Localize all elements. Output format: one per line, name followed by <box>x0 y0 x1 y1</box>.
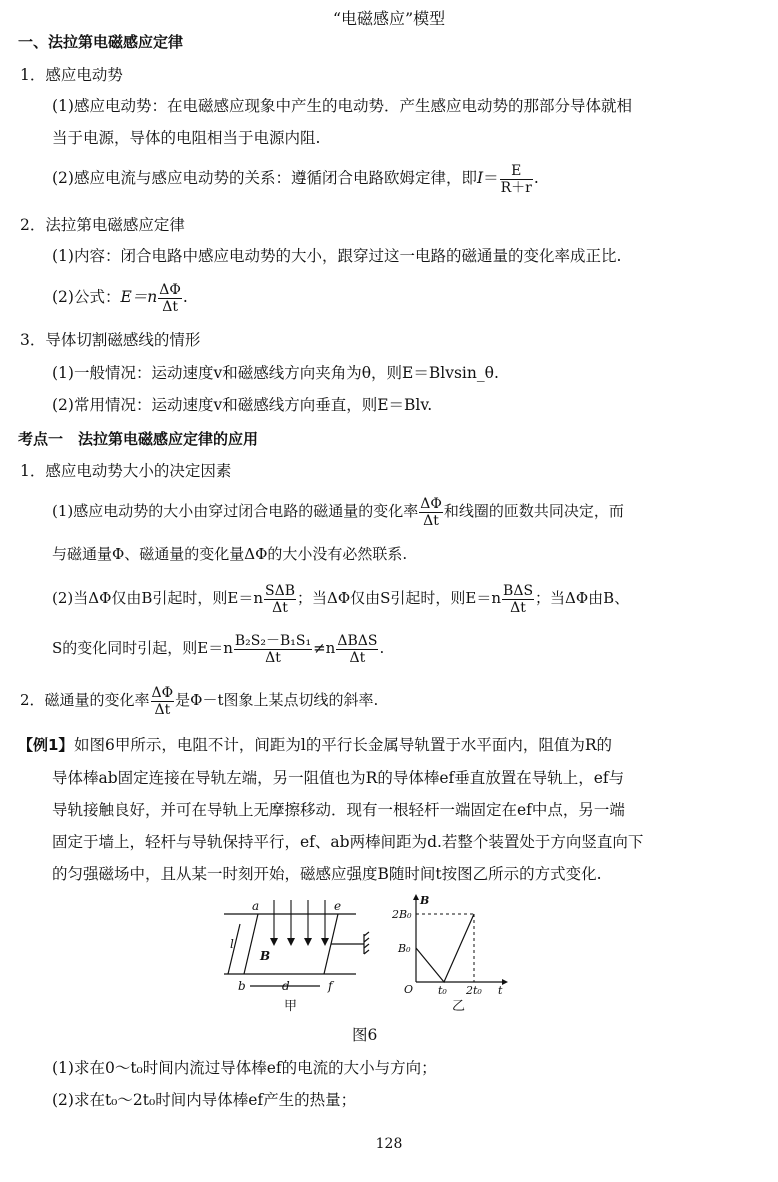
section-heading-1: 一、法拉第电磁感应定律 <box>18 33 184 51</box>
example-line: 如图6甲所示，电阻不计，间距为l的平行长金属导轨置于水平面内，阻值为R的 <box>74 736 612 754</box>
paragraph: 当于电源，导体的电阻相当于电源内阻. <box>52 129 321 147</box>
figure-caption: 图6 <box>352 1026 378 1044</box>
b-t-line <box>416 914 474 982</box>
item-title: 1．感应电动势大小的决定因素 <box>20 462 232 480</box>
paragraph: (2)公式：E＝n $\frac{\Delta\Phi}{\Delta t}$ . <box>52 281 188 315</box>
rod-ab <box>244 914 258 974</box>
fraction-numerator: ΔΦ <box>159 281 181 298</box>
fraction-denominator: Δt <box>510 599 526 616</box>
example-line: 固定于墙上，轻杆与导轨保持平行，ef、ab两棒间距为d.若整个装置处于方向竖直向下 <box>52 833 644 851</box>
paragraph-text: ；当ΔΦ由B、 <box>535 589 630 607</box>
fraction-denominator: R＋r <box>500 179 532 196</box>
paragraph-text: 2．磁通量的变化率 <box>20 691 150 709</box>
fraction-denominator: Δt <box>154 701 171 718</box>
formula-var: I <box>476 169 484 187</box>
page-title: “电磁感应”模型 <box>332 9 446 28</box>
fraction <box>419 496 443 529</box>
paragraph: (2)感应电流与感应电动势的关系：遵循闭合电路欧姆定律，即I＝ $\frac{E}{R+r}$ . <box>52 162 539 196</box>
fraction-denominator: Δt <box>349 649 366 666</box>
figure-label-yi: 乙 <box>452 999 466 1014</box>
axis-label-t: t <box>498 984 503 997</box>
label-l: l <box>230 937 234 951</box>
example-line: 导体棒ab固定连接在导轨左端，另一阻值也为R的导体棒ef垂直放置在导轨上，ef与 <box>52 769 625 787</box>
example-line: 的匀强磁场中，且从某一时刻开始，磁感应强度B随时间t按图乙所示的方式变化. <box>52 865 602 883</box>
fraction <box>336 633 378 666</box>
fraction-numerator: SΔB <box>265 582 296 599</box>
wall-hatching <box>364 932 369 954</box>
item-title: 3．导体切割磁感线的情形 <box>20 331 201 349</box>
paragraph: (1)内容：闭合电路中感应电动势的大小，跟穿过这一电路的磁通量的变化率成正比. <box>52 247 622 265</box>
paragraph-text: S的变化同时引起，则E＝n <box>52 639 233 657</box>
fraction-numerator: E <box>500 163 533 180</box>
fraction-denominator: Δt <box>265 649 281 666</box>
section-heading-2: 考点一 法拉第电磁感应定律的应用 <box>18 430 259 448</box>
label-d: d <box>282 979 290 993</box>
label-f: f <box>328 979 333 993</box>
figure-yi <box>390 894 515 1016</box>
tick-t0: t₀ <box>438 984 447 997</box>
tick-2t0: 2t₀ <box>466 984 482 997</box>
paragraph <box>20 680 378 720</box>
tick-B0: B₀ <box>398 942 411 955</box>
paragraph <box>52 491 624 531</box>
figure-jia <box>216 894 381 1016</box>
figure-label-jia: 甲 <box>284 999 298 1014</box>
paragraph-text: 是Φ－t图象上某点切线的斜率. <box>175 691 379 709</box>
label-b: b <box>238 979 246 993</box>
fraction <box>264 583 296 616</box>
item-title: 1．感应电动势 <box>20 66 123 84</box>
arrow-down-icon <box>287 938 295 946</box>
fraction-numerator: ΔΦ <box>151 684 174 701</box>
fraction <box>234 633 312 666</box>
label-a: a <box>252 899 260 913</box>
fraction-denominator: Δt <box>162 298 178 315</box>
fraction <box>151 685 175 718</box>
fraction <box>158 282 182 315</box>
fraction-numerator: BΔS <box>503 582 534 599</box>
arrow-down-icon <box>321 938 329 946</box>
example-line: 导轨接触良好，并可在导轨上无摩擦移动．现有一根轻杆一端固定在ef中点，另一端 <box>52 801 625 819</box>
fraction-numerator: ΔBΔS <box>337 632 378 649</box>
paragraph: (1)一般情况：运动速度v和磁感线方向夹角为θ，则E＝Blvsin_θ. <box>52 364 499 382</box>
example-label: 【例1】 <box>18 736 74 754</box>
label-e: e <box>334 899 342 913</box>
paragraph: 与磁通量Φ、磁通量的变化量ΔΦ的大小没有必然联系. <box>52 545 408 563</box>
origin-O: O <box>404 983 414 996</box>
paragraph-text: (2)公式： <box>52 288 121 306</box>
page-number: 128 <box>375 1136 403 1152</box>
fraction-numerator: B₂S₂－B₁S₁ <box>234 632 312 649</box>
paragraph: (2)常用情况：运动速度v和磁感线方向垂直，则E＝Blv. <box>52 396 433 414</box>
item-title: 2．法拉第电磁感应定律 <box>20 216 185 234</box>
formula: E＝n <box>120 288 158 306</box>
fraction <box>502 583 534 616</box>
paragraph-text: ；当ΔΦ仅由S引起时，则E＝n <box>297 589 502 607</box>
fraction <box>500 163 533 196</box>
paragraph-text: (2)感应电流与感应电动势的关系：遵循闭合电路欧姆定律，即 <box>52 169 477 187</box>
question-2: (2)求在t₀～2t₀时间内导体棒ef产生的热量； <box>52 1091 357 1109</box>
fraction-denominator: Δt <box>423 512 439 529</box>
x-axis-arrow-icon <box>502 979 508 985</box>
paragraph-text: (2)当ΔΦ仅由B引起时，则E＝n <box>52 589 264 607</box>
tick-2B0: 2B₀ <box>392 908 412 921</box>
arrow-down-icon <box>270 938 278 946</box>
paragraph: (1)感应电动势：在电磁感应现象中产生的电动势．产生感应电动势的那部分导体就相 <box>52 97 632 115</box>
paragraph <box>52 578 629 618</box>
y-axis-arrow-icon <box>413 894 419 900</box>
paragraph-text: (1)感应电动势的大小由穿过闭合电路的磁通量的变化率 <box>52 502 419 520</box>
fraction-denominator: Δt <box>272 599 288 616</box>
arrow-down-icon <box>304 938 312 946</box>
not-equal: ≠n <box>313 639 336 657</box>
fraction-numerator: ΔΦ <box>420 495 442 512</box>
paragraph-text: 和线圈的匝数共同决定，而 <box>443 502 624 520</box>
question-1: (1)求在0～t₀时间内流过导体棒ef的电流的大小与方向； <box>52 1059 437 1077</box>
paragraph: S的变化同时引起，则E＝n $\frac{\text{B₂S₂－B₁S₁}}{\Delta t}$ ≠n $\frac{\text{ΔBΔS}}{\Delta t}$ . <box>52 632 385 666</box>
axis-label-B: B <box>420 894 430 907</box>
label-B: B <box>260 949 271 963</box>
